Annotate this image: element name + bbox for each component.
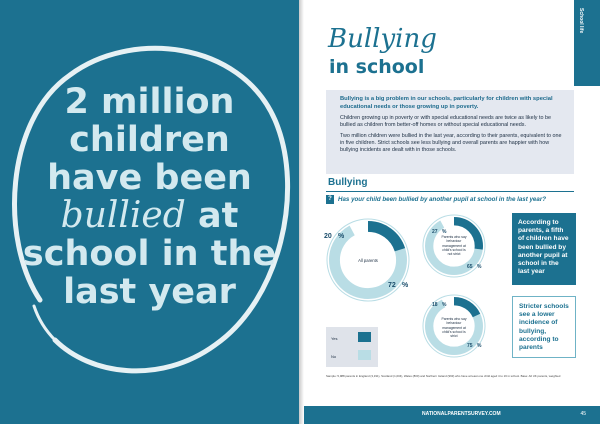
donut-percent-sign: %: [402, 282, 409, 289]
section-divider: [326, 191, 574, 192]
donut-percent-sign: %: [338, 233, 345, 240]
donut-label: Parents who say behaviour management at child's school is not strict: [441, 235, 467, 256]
intro-box: [326, 90, 574, 174]
donut-value-no: 75: [467, 343, 473, 349]
legend-label-no: No: [331, 354, 337, 359]
intro-lead: Bullying is a big problem in our schools, particularly for children with special educational needs or those growing up in poverty.: [340, 96, 553, 110]
headline-after-script: at: [185, 196, 239, 237]
footnote: Sample: 5,988 parents in England (3,191), Scotland (1,004), Wales (800) and Northern Ireland (993) who have at least one child aged 4 to 16 in school. Base: All UK parents, weighted: [326, 374, 561, 378]
section-heading: Bullying: [328, 177, 368, 188]
donut-value-no: 65: [467, 264, 473, 270]
intro-paragraph: Children growing up in poverty or with special educational needs are twice as likely to be bullied as children from better-off homes or without special educational needs.: [340, 115, 551, 129]
donut-value-yes: 27: [432, 229, 438, 235]
callout-stricter-schools: Stricter schools see a lower incidence of bullying, according to parents: [512, 296, 576, 358]
headline-script-word: bullied: [60, 195, 186, 237]
legend-swatch-no: [358, 350, 371, 360]
headline-line: last year: [63, 272, 236, 313]
question-icon: ?: [326, 195, 334, 204]
donut-label: Parents who say behaviour management at child's school is strict: [441, 317, 467, 338]
left-page: [0, 0, 299, 424]
title-script: Bullying: [328, 24, 437, 54]
donut-label: All parents: [358, 258, 378, 263]
footer-bar: [304, 406, 600, 424]
donut-percent-sign: %: [477, 343, 482, 349]
donut-value-no: 72: [388, 282, 396, 289]
chart-legend: [326, 327, 378, 367]
legend-swatch-yes: [358, 332, 371, 342]
intro-paragraph: Two million children were bullied in the last year, according to their parents, equivalent to one in five children. Strict schools see less bullying and overall parents are happier with how bullying incidents are dealt with in those schools.: [340, 133, 562, 154]
headline-line: have been: [47, 157, 252, 198]
right-page: [304, 0, 600, 424]
title-bold: in school: [329, 56, 425, 78]
side-tab-label: School life: [578, 8, 584, 34]
headline: [0, 84, 299, 312]
donut-percent-sign: %: [477, 264, 482, 270]
survey-question: Has your child been bullied by another pupil at school in the last year?: [338, 196, 547, 203]
headline-line: 2 million: [64, 82, 235, 122]
callout-fifth-bullied: According to parents, a fifth of children have been bullied by another pupil at school in the last year: [512, 213, 576, 285]
legend-label-yes: Yes: [331, 336, 338, 341]
headline-line: school in the: [22, 234, 277, 275]
donut-percent-sign: %: [442, 229, 447, 235]
headline-line-with-script: [0, 197, 299, 236]
footer-url: NATIONALPARENTSURVEY.COM: [422, 411, 501, 417]
donut-value-yes: 20: [324, 233, 332, 240]
donut-value-yes: 18: [432, 302, 438, 308]
page-number: 45: [580, 411, 586, 417]
headline-line: children: [69, 119, 230, 160]
side-tab: [574, 0, 600, 86]
donut-percent-sign: %: [442, 302, 447, 308]
